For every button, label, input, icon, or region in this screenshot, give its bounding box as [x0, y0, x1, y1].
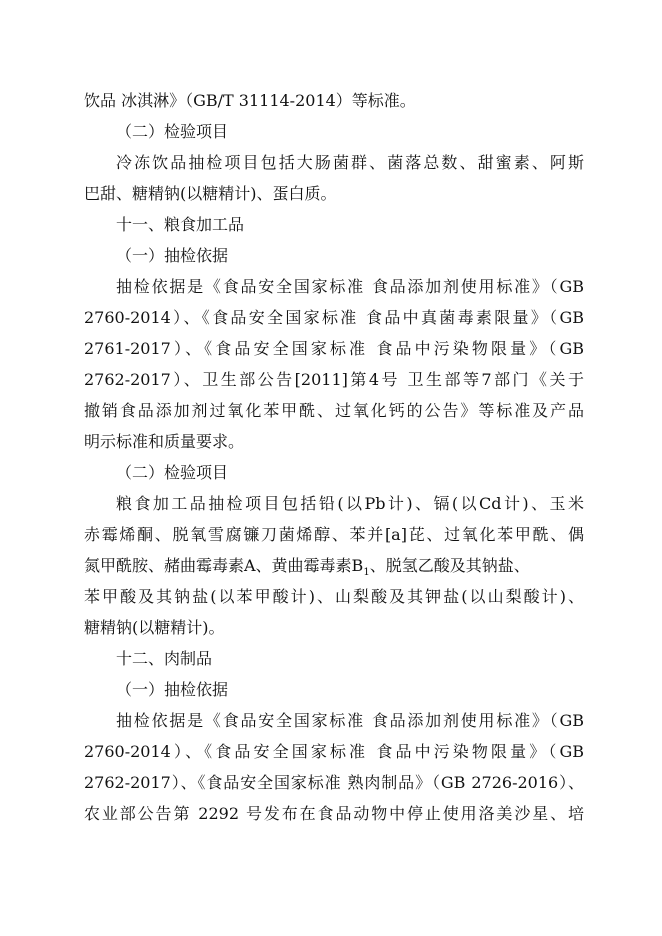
section-heading: （二）检验项目: [116, 463, 229, 482]
paragraph-line: 农业部公告第 2292 号发布在食品动物中停止使用洛美沙星、培: [84, 804, 584, 823]
paragraph-line: 冷冻饮品抽检项目包括大肠菌群、菌落总数、甜蜜素、阿斯: [116, 153, 584, 172]
paragraph-line: 2762-2017）、卫生部公告[2011]第4号 卫生部等7部门《关于: [84, 370, 584, 389]
paragraph-line: 2760-2014）、《食品安全国家标准 食品中真菌毒素限量》（GB: [84, 308, 584, 327]
paragraph-line: 糖精钠(以糖精计)。: [84, 618, 225, 637]
paragraph-line: 2760-2014）、《食品安全国家标准 食品中污染物限量》（GB: [84, 742, 584, 761]
paragraph-line: [84, 551, 584, 581]
text-segment: 氮甲酰胺、赭曲霉毒素A、黄曲霉毒素B: [84, 556, 364, 575]
paragraph-line: 赤霉烯酮、脱氧雪腐镰刀菌烯醇、苯并[a]芘、过氧化苯甲酰、偶: [84, 525, 584, 544]
subscript: 1: [363, 567, 370, 579]
chapter-heading: 十二、肉制品: [116, 649, 213, 668]
paragraph-line: 饮品 冰淇淋》（GB/T 31114-2014）等标准。: [84, 91, 416, 110]
section-heading: （一）抽检依据: [116, 680, 229, 699]
section-heading: （二）检验项目: [116, 122, 229, 141]
section-heading: （一）抽检依据: [116, 246, 229, 265]
chapter-heading: 十一、粮食加工品: [116, 215, 245, 234]
paragraph-line: 抽检依据是《食品安全国家标准 食品添加剂使用标准》（GB: [116, 711, 584, 730]
paragraph-line: 2761-2017）、《食品安全国家标准 食品中污染物限量》（GB: [84, 339, 584, 358]
paragraph-line: 巴甜、糖精钠(以糖精计)、蛋白质。: [84, 184, 337, 203]
text-segment: 、脱氢乙酸及其钠盐、: [369, 556, 530, 575]
paragraph-line: 明示标准和质量要求。: [84, 432, 245, 451]
paragraph-line: 粮食加工品抽检项目包括铅(以Pb计)、镉(以Cd计)、玉米: [116, 494, 584, 513]
paragraph-line: 苯甲酸及其钠盐(以苯甲酸计)、山梨酸及其钾盐(以山梨酸计)、: [84, 587, 584, 606]
paragraph-line: 2762-2017）、《食品安全国家标准 熟肉制品》（GB 2726-2016）、: [84, 773, 584, 792]
paragraph-line: 抽检依据是《食品安全国家标准 食品添加剂使用标准》（GB: [116, 277, 584, 296]
paragraph-line: 撤销食品添加剂过氧化苯甲酰、过氧化钙的公告》等标准及产品: [84, 401, 584, 420]
